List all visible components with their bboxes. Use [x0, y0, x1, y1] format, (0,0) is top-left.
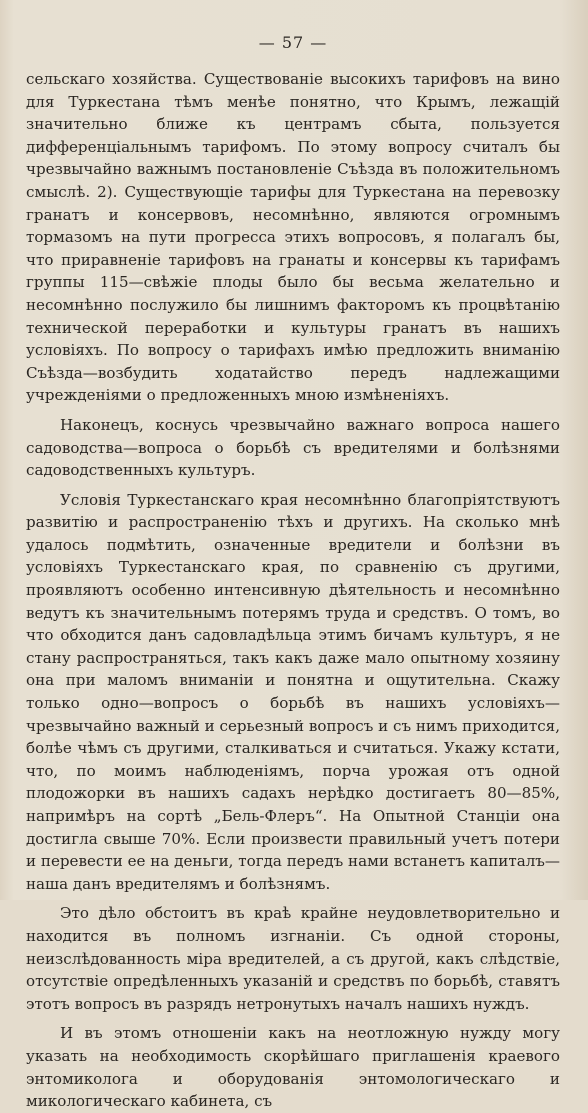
paragraph-pests-intro: Наконецъ, коснусь чрезвычайно важнаго вопроса нашего садоводства—вопроса о борьбѣ съ вредителями и болѣзнями садоводственныхъ культуръ. [26, 415, 560, 480]
paragraph-need: И въ этомъ отношеніи какъ на неотложную нужду могу указать на необходимость скорѣйшаго приглашенія краевого энтомиколога и оборудованія энтомологическаго и микологическаго кабинета, съ [26, 1024, 560, 1111]
paragraph-tariffs: сельскаго хозяйства. Существованіе высокихъ тарифовъ на вино для Туркестана тѣмъ менѣе понятно, что Крымъ, лежащій значительно ближе къ центрамъ сбыта, пользуется дифференціальнымъ тарифомъ. По этому вопросу считалъ бы чрезвычайно важнымъ постановленіе Съѣзда въ положительномъ смыслѣ. 2). Существующіе тарифы для Туркестана на перевозку гранатъ и консервовъ, несомнѣнно, являются огромнымъ тормазомъ на пути прогресса этихъ вопросовъ, я полагалъ бы, что приравненіе тарифовъ на гранаты и консервы къ тарифамъ группы 115—свѣжіе плоды было бы весьма желательно и несомнѣнно послужило бы лишнимъ факторомъ къ процвѣтанію технической переработки и культуры гранатъ въ нашихъ условіяхъ. По вопросу о тарифахъ имѣю предложить вниманію Съѣзда—возбудить ходатайство передъ надлежащими учрежденіями о предложенныхъ мною измѣненіяхъ. [26, 70, 560, 405]
paragraph-situation: Это дѣло обстоитъ въ краѣ крайне неудовлетворительно и находится въ полномъ изгнаніи. Съ одной стороны, неизслѣдованность міра вредителей, а съ другой, какъ слѣдствіе, отсутствіе опредѣленныхъ указаній и средствъ по борьбѣ, ставятъ этотъ вопросъ въ разрядъ нетронутыхъ началъ нашихъ нуждъ. [26, 904, 560, 1013]
paragraph-conditions: Условія Туркестанскаго края несомнѣнно благопріятствуютъ развитію и распространенію тѣхъ и другихъ. На сколько мнѣ удалось подмѣтить, означенные вредители и болѣзни въ условіяхъ Туркестанскаго края, по сравненію съ другими, проявляютъ особенно интенсивную дѣятельность и несомнѣнно ведутъ къ значительнымъ потерямъ труда и средствъ. О томъ, во что обходится данъ садовладѣльца этимъ бичамъ культуръ, я не стану распространяться, такъ какъ даже мало опытному хозяину она при маломъ вниманіи и понятна и ощутительна. Скажу только одно—вопросъ о борьбѣ въ нашихъ условіяхъ—чрезвычайно важный и серьезный вопросъ и съ нимъ приходится, болѣе чѣмъ съ другими, сталкиваться и считаться. Укажу кстати, что, по моимъ наблюденіямъ, порча урожая отъ одной плодожорки въ нашихъ садахъ нерѣдко достигаетъ 80—85%, напримѣръ на сортѣ „Бель-Флеръ“. На Опытной Станціи она достигла свыше 70%. Если произвести правильный учетъ потери и перевести ее на деньги, тогда передъ нами встанетъ капиталъ—наша данъ вредителямъ и болѣзнямъ. [26, 490, 560, 893]
page-number: — 57 — [258, 33, 328, 52]
page-body [26, 68, 560, 1113]
